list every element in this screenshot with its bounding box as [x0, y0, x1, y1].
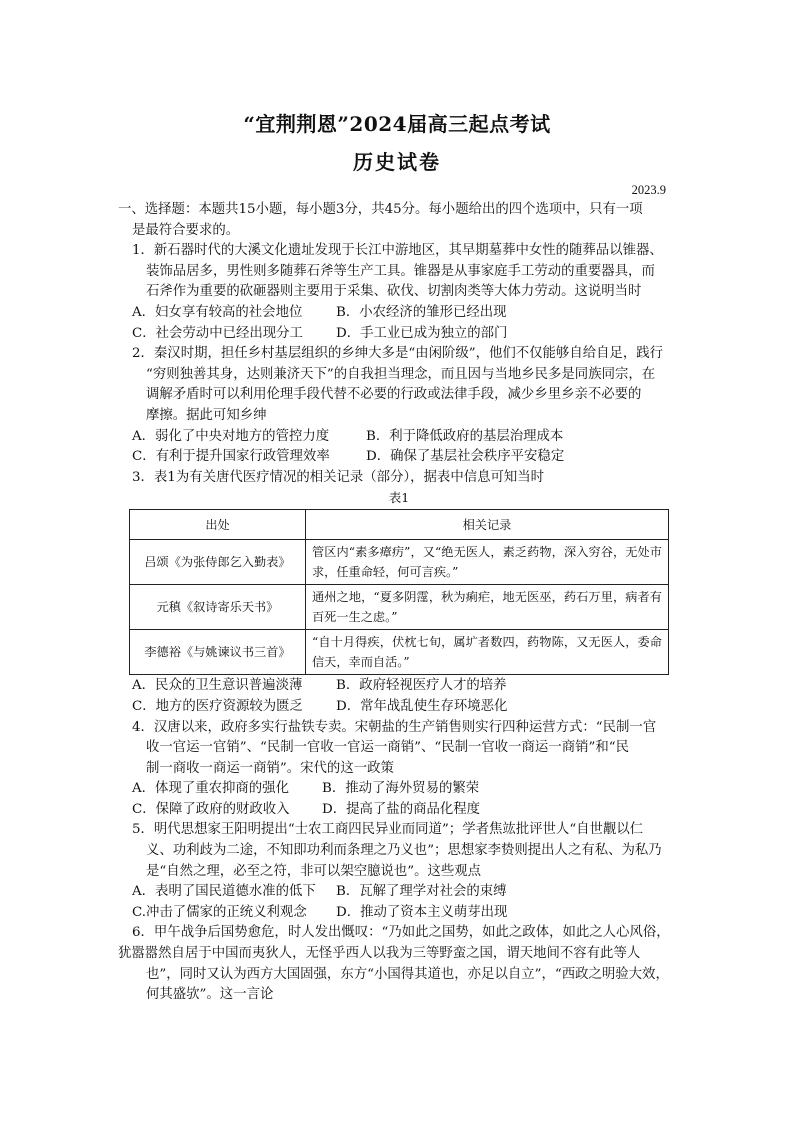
- option-row: [118, 447, 680, 468]
- exam-body: [118, 200, 680, 1006]
- question-stem-line: “穷则独善其身，达则兼济天下”的自我担当理念，而且因与当地乡民多是同族同宗，在: [146, 366, 656, 382]
- option-c: C．地方的医疗资源较为匮乏: [132, 698, 303, 714]
- option-b: B．小农经济的雏形已经出现: [336, 304, 507, 320]
- table-row: [130, 540, 669, 585]
- question-stem-line: 是“自然之理，必至之符，非可以架空臆说也”。这些观点: [146, 863, 482, 879]
- source-cell: 李德裕《与姚谏议书三首》: [130, 630, 306, 675]
- option-a: A．体现了重农抑商的强化: [132, 781, 289, 797]
- option-c: C．有利于提升国家行政管理效率: [132, 449, 330, 465]
- option-row: [118, 676, 680, 697]
- question-1: [118, 241, 680, 344]
- question-stem-line: 4．汉唐以来，政府多实行盐铁专卖。宋朝盐的生产销售则实行四种运营方式：“民制一官: [132, 719, 657, 735]
- option-d: D．手工业已成为独立的部门: [336, 325, 508, 341]
- question-stem-line: 收一官运一官销”、“民制一官收一官运一商销”、“民制一官收一商运一商销”和“民: [146, 740, 629, 756]
- question-stem-line: 1．新石器时代的大溪文化遗址发现于长江中游地区，其早期墓葬中女性的随葬品以锥器、: [132, 243, 663, 259]
- record-cell: 管区内“素多瘴疠”，又“绝无医人，素乏药物，深入穷谷，无处市求，任重命轻，何可言疾。”: [306, 540, 669, 585]
- question-2: [118, 344, 680, 468]
- option-row: [118, 800, 680, 821]
- option-c: C．保障了政府的财政收入: [132, 801, 290, 817]
- question-stem-line: 2．秦汉时期，担任乡村基层组织的乡绅大多是“由闲阶级”，他们不仅能够自给自足，践行: [132, 346, 664, 362]
- option-d: D．确保了基层社会秩序平安稳定: [366, 449, 565, 465]
- question-stem-line: 摩擦。据此可知乡绅: [146, 407, 267, 423]
- question-stem-line: 6．甲午战争后国势愈危，时人发出慨叹：“乃如此之国势，如此之政体，如此之人心风俗，: [132, 925, 670, 941]
- option-c: C.冲击了儒家的正统义利观念: [132, 904, 307, 920]
- exam-date: 2023.9: [631, 183, 666, 197]
- question-stem-line: 5．明代思想家王阳明提出“士农工商四民异业而同道”；学者焦竑批评世人“自世觏以仁: [132, 822, 644, 838]
- section-heading-line: 一、选择题：本题共15小题，每小题3分，共45分。每小题给出的四个选项中，只有一项: [118, 202, 643, 217]
- question-stem-line: 犹嚣嚣然自居于中国而夷狄人，无怪乎西人以我为三等野蛮之国，谓天地间不容有此等人: [118, 946, 641, 962]
- question-stem-line: 义、功利歧为二途，不知即功利而条理之乃义也”；思想家李贽则提出人之有私、为私乃: [146, 843, 662, 859]
- option-row: [118, 882, 680, 903]
- record-cell: 通州之地，“夏多阴霪，秋为痢疟，地无医巫，药石万里，病者有百死一生之虑。”: [306, 585, 669, 630]
- question-3: [118, 468, 680, 718]
- records-table: [129, 509, 669, 675]
- question-4: [118, 718, 680, 821]
- option-row: [118, 324, 680, 345]
- option-row: [118, 779, 680, 800]
- question-stem-line: 制一商收一商运一商销”。宋代的这一政策: [146, 760, 394, 776]
- question-stem-line: 石斧作为重要的砍砸器则主要用于采集、砍伐、切割肉类等大体力劳动。这说明当时: [146, 284, 642, 300]
- question-stem-line: 3．表1为有关唐代医疗情况的相关记录（部分），据表中信息可知当时: [132, 469, 545, 485]
- option-b: B．瓦解了理学对社会的束缚: [336, 884, 507, 900]
- option-d: D．提高了盐的商品化程度: [322, 801, 481, 817]
- table-row: [130, 630, 669, 675]
- option-b: B．政府轻视医疗人才的培养: [336, 678, 507, 694]
- option-d: D．常年战乱使生存环境恶化: [336, 698, 508, 714]
- table-caption: 表1: [388, 490, 410, 506]
- table-header-row: [130, 510, 669, 540]
- section-heading-line: 是最符合要求的。: [132, 222, 240, 238]
- option-row: [118, 303, 680, 324]
- option-row: [118, 903, 680, 924]
- record-cell: “自十月得疾，伏枕七旬，属圹者数四，药物陈，又无医人，委命信天，幸而自活。”: [306, 630, 669, 675]
- source-cell: 元稹《叙诗寄乐天书》: [130, 585, 306, 630]
- question-stem-line: 调解矛盾时可以利用伦理手段代替不必要的行政或法律手段，减少乡里乡亲不必要的: [146, 387, 642, 403]
- source-cell: 吕颂《为张侍郎乞入勤表》: [130, 540, 306, 585]
- table-header-cell: 出处: [130, 510, 306, 540]
- question-stem-line: 何其盛欤”。这一言论: [146, 987, 274, 1003]
- exam-title: “宜荆荆恩”2024届高三起点考试: [243, 112, 551, 136]
- option-d: D．推动了资本主义萌芽出现: [336, 904, 508, 920]
- option-a: A．民众的卫生意识普遍淡薄: [132, 678, 303, 694]
- option-a: A．弱化了中央对地方的管控力度: [132, 428, 330, 444]
- table-header-cell: 相关记录: [306, 510, 669, 540]
- option-c: C．社会劳动中已经出现分工: [132, 325, 303, 341]
- question-stem-line: 也”，同时又认为西方大国固强，东方“小国得其道也，亦足以自立”，“西政之明验大效，: [146, 966, 669, 982]
- option-a: A．妇女享有较高的社会地位: [132, 304, 303, 320]
- question-5: [118, 820, 680, 923]
- option-row: [118, 427, 680, 448]
- option-b: B．利于降低政府的基层治理成本: [366, 428, 564, 444]
- table-row: [130, 585, 669, 630]
- question-stem-line: 装饰品居多，男性则多随葬石斧等生产工具。锥器是从事家庭手工劳动的重要器具，而: [146, 263, 655, 279]
- exam-subtitle: 历史试卷: [353, 150, 441, 174]
- option-row: [118, 697, 680, 718]
- option-a: A．表明了国民道德水准的低下: [132, 884, 316, 900]
- question-6: [118, 923, 680, 1005]
- option-b: B．推动了海外贸易的繁荣: [322, 781, 480, 797]
